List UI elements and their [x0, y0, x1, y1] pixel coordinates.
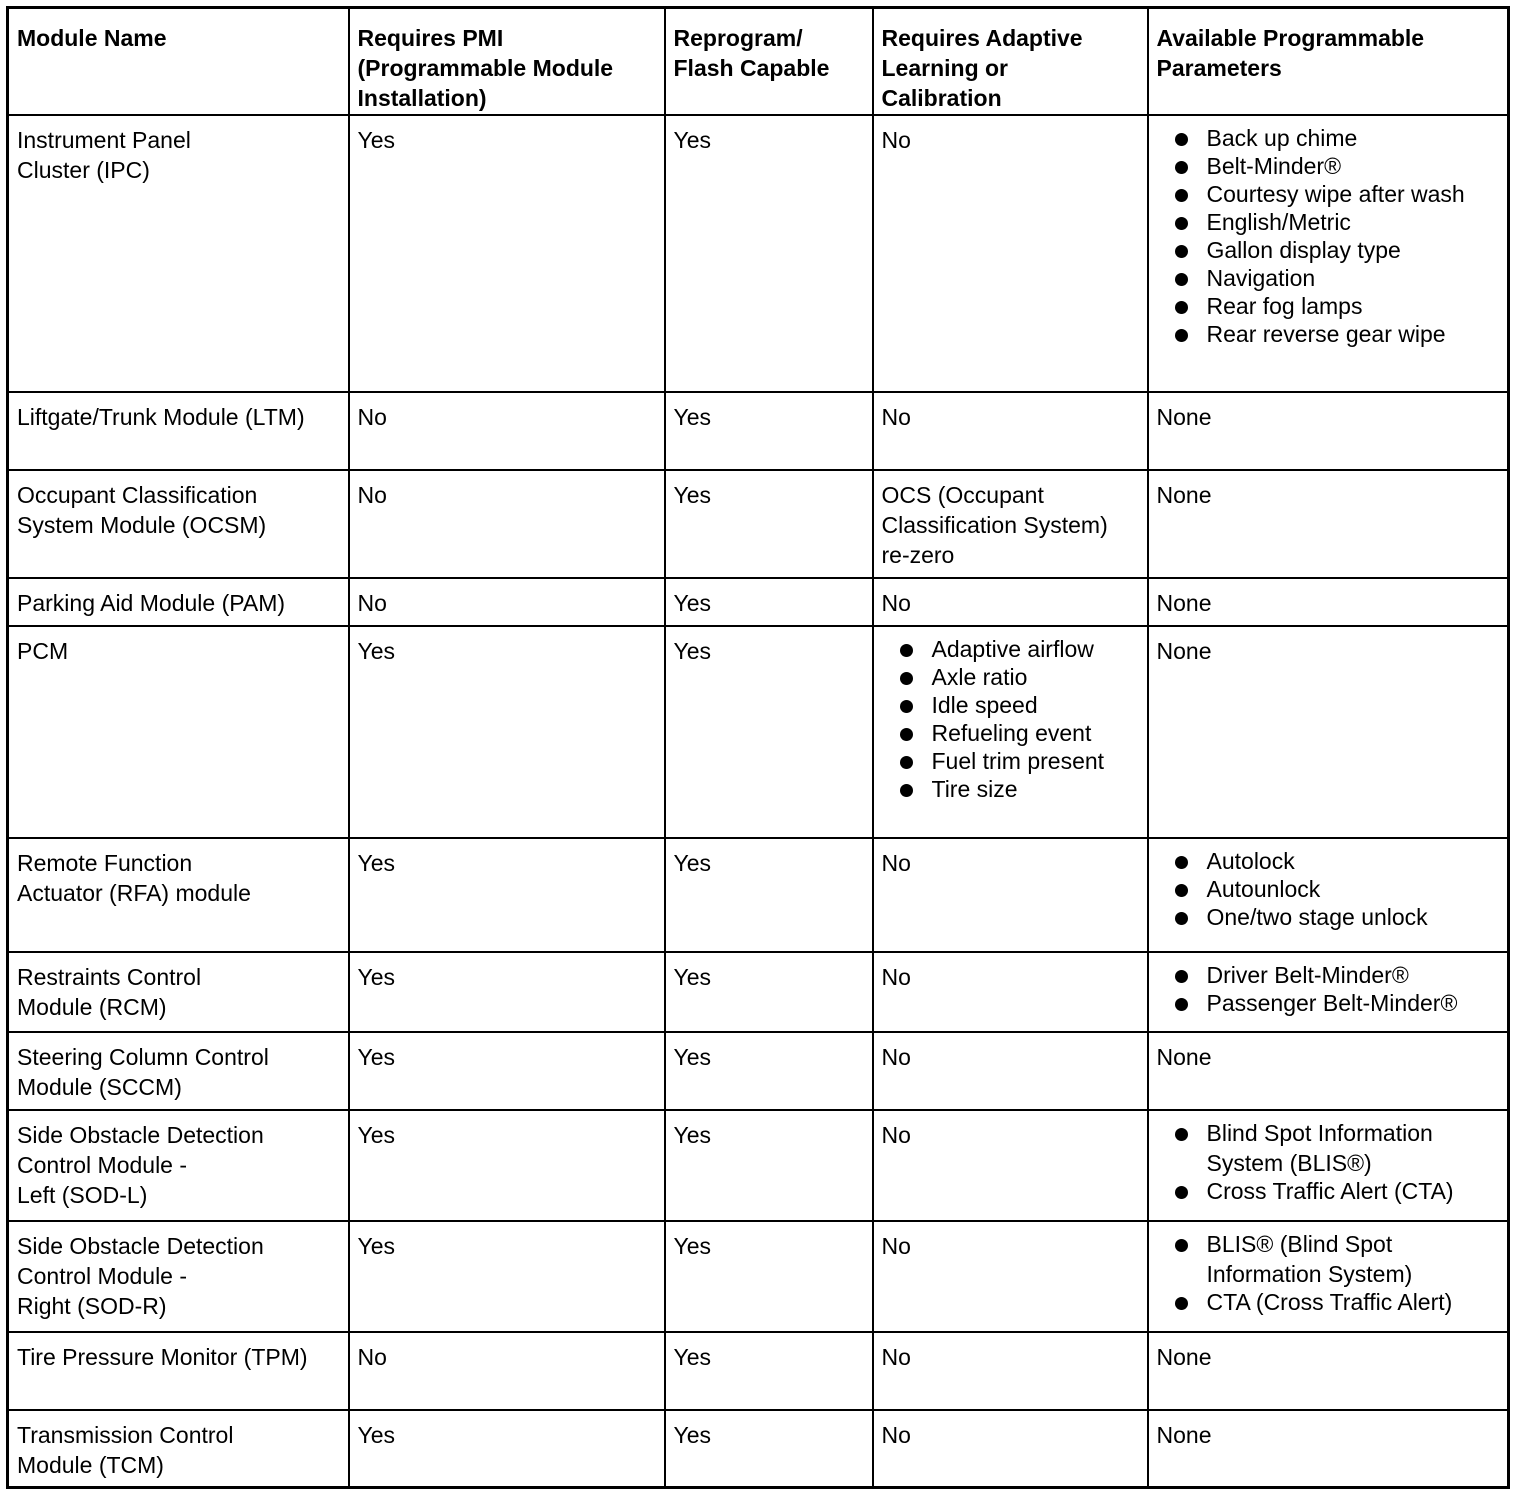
list-item-text: CTA (Cross Traffic Alert)	[1206, 1288, 1453, 1315]
list-item	[1157, 151, 1500, 181]
list-item	[882, 746, 1139, 776]
requires-pmi-cell	[349, 952, 665, 1032]
list-item	[882, 690, 1139, 720]
bullet-icon	[1175, 161, 1188, 174]
list-item-text: Axle ratio	[931, 663, 1028, 690]
parameters-cell	[1148, 115, 1509, 392]
bullet-list	[1157, 1118, 1500, 1206]
cell-text: No	[357, 1343, 387, 1370]
module-name-cell	[8, 838, 349, 952]
cell-text: None	[1156, 481, 1212, 508]
list-item	[1157, 235, 1500, 265]
requires-pmi-cell	[349, 1032, 665, 1110]
adaptive-learning-cell	[873, 626, 1148, 838]
cell-text: Yes	[673, 1421, 712, 1448]
cell-text: No	[881, 963, 911, 990]
flash-capable-cell	[665, 626, 873, 838]
flash-capable-cell	[665, 838, 873, 952]
cell-text: Yes	[673, 963, 712, 990]
parameters-cell	[1148, 392, 1509, 470]
module-name-cell	[8, 1410, 349, 1488]
list-item-text: One/two stage unlock	[1206, 903, 1428, 930]
list-item	[882, 718, 1139, 748]
cell-text: No	[881, 1343, 911, 1370]
bullet-icon	[1175, 1297, 1188, 1310]
header-requires-pmi: Requires PMI (Programmable Module Installation)	[349, 8, 665, 115]
flash-capable-cell	[665, 1110, 873, 1221]
cell-text: None	[1156, 1043, 1212, 1070]
header-row	[8, 8, 1509, 115]
list-item-text: Cross Traffic Alert (CTA)	[1206, 1177, 1454, 1204]
module-name-cell	[8, 392, 349, 470]
table-row	[8, 392, 1509, 470]
header-module-name: Module Name	[8, 8, 349, 115]
cell-text: No	[881, 849, 911, 876]
list-item-text: Navigation	[1206, 264, 1316, 291]
header-adaptive-learning: Requires Adaptive Learning or Calibration	[873, 8, 1148, 115]
adaptive-learning-cell	[873, 838, 1148, 952]
cell-text: No	[881, 126, 911, 153]
flash-capable-cell	[665, 1332, 873, 1410]
cell-text: Yes	[673, 849, 712, 876]
list-item-text: Driver Belt-Minder®	[1206, 961, 1409, 988]
adaptive-learning-cell	[873, 1032, 1148, 1110]
module-name-cell	[8, 470, 349, 578]
module-name-cell	[8, 578, 349, 626]
list-item	[1157, 263, 1500, 293]
parameters-cell	[1148, 1332, 1509, 1410]
list-item-text: Fuel trim present	[931, 747, 1105, 774]
cell-text: None	[1156, 1421, 1212, 1448]
module-name-cell	[8, 952, 349, 1032]
list-item-text: Autolock	[1206, 847, 1295, 874]
bullet-icon	[1175, 884, 1188, 897]
cell-text: None	[1156, 637, 1212, 664]
list-item-text: Rear reverse gear wipe	[1206, 320, 1446, 347]
list-item	[882, 634, 1139, 664]
bullet-icon	[900, 756, 913, 769]
bullet-icon	[1175, 856, 1188, 869]
flash-capable-cell	[665, 470, 873, 578]
cell-text: None	[1156, 403, 1212, 430]
bullet-icon	[900, 672, 913, 685]
cell-text: Yes	[673, 637, 712, 664]
cell-text: Yes	[357, 1043, 396, 1070]
table-row	[8, 1110, 1509, 1221]
table-row	[8, 1221, 1509, 1332]
requires-pmi-cell	[349, 838, 665, 952]
cell-text: No	[357, 403, 387, 430]
cell-text: PCM	[17, 637, 69, 664]
bullet-icon	[1175, 329, 1188, 342]
adaptive-learning-cell	[873, 115, 1148, 392]
header-reprogram-flash: Reprogram/ Flash Capable	[665, 8, 873, 115]
bullet-icon	[900, 784, 913, 797]
table-row	[8, 115, 1509, 392]
bullet-icon	[900, 728, 913, 741]
list-item-text: Autounlock	[1206, 875, 1321, 902]
list-item	[1157, 874, 1500, 904]
adaptive-learning-cell	[873, 578, 1148, 626]
bullet-icon	[900, 700, 913, 713]
list-item	[1157, 846, 1500, 876]
cell-text: Yes	[673, 1232, 712, 1259]
list-item	[882, 774, 1139, 804]
list-item-text: Rear fog lamps	[1206, 292, 1363, 319]
cell-text: No	[357, 589, 387, 616]
cell-text: Instrument Panel Cluster (IPC)	[17, 126, 191, 183]
bullet-icon	[1175, 189, 1188, 202]
cell-text: None	[1156, 1343, 1212, 1370]
bullet-icon	[900, 644, 913, 657]
bullet-list	[1157, 960, 1500, 1018]
list-item-text: Tire size	[931, 775, 1018, 802]
list-item-text: Back up chime	[1206, 124, 1358, 151]
cell-text: No	[881, 1121, 911, 1148]
cell-text: Yes	[673, 589, 712, 616]
table-row	[8, 838, 1509, 952]
parameters-cell	[1148, 1410, 1509, 1488]
list-item-text: Passenger Belt-Minder®	[1206, 989, 1458, 1016]
requires-pmi-cell	[349, 470, 665, 578]
cell-text: Parking Aid Module (PAM)	[17, 589, 286, 616]
list-item	[1157, 207, 1500, 237]
module-name-cell	[8, 115, 349, 392]
table-row	[8, 1332, 1509, 1410]
cell-text: OCS (Occupant Classification System) re-zero	[881, 481, 1108, 568]
cell-text: Yes	[673, 1121, 712, 1148]
parameters-cell	[1148, 838, 1509, 952]
bullet-list	[882, 634, 1139, 804]
list-item-text: Gallon display type	[1206, 236, 1401, 263]
adaptive-learning-cell	[873, 1110, 1148, 1221]
requires-pmi-cell	[349, 1332, 665, 1410]
cell-text: Yes	[673, 403, 712, 430]
list-item	[1157, 988, 1500, 1018]
parameters-cell	[1148, 578, 1509, 626]
cell-text: No	[881, 589, 911, 616]
cell-text: Yes	[357, 1421, 396, 1448]
bullet-icon	[1175, 273, 1188, 286]
requires-pmi-cell	[349, 578, 665, 626]
cell-text: Steering Column Control Module (SCCM)	[17, 1043, 269, 1100]
list-item	[1157, 1229, 1500, 1289]
cell-text: Liftgate/Trunk Module (LTM)	[17, 403, 305, 430]
bullet-icon	[1175, 1128, 1188, 1141]
flash-capable-cell	[665, 115, 873, 392]
cell-text: No	[881, 403, 911, 430]
table-row	[8, 626, 1509, 838]
cell-text: Yes	[673, 1343, 712, 1370]
module-name-cell	[8, 1110, 349, 1221]
adaptive-learning-cell	[873, 392, 1148, 470]
list-item	[1157, 1118, 1500, 1178]
table-row	[8, 1032, 1509, 1110]
parameters-cell	[1148, 1221, 1509, 1332]
table-row	[8, 470, 1509, 578]
list-item	[1157, 291, 1500, 321]
list-item-text: English/Metric	[1206, 208, 1351, 235]
bullet-icon	[1175, 245, 1188, 258]
cell-text: Yes	[357, 1121, 396, 1148]
adaptive-learning-cell	[873, 952, 1148, 1032]
list-item	[1157, 1176, 1500, 1206]
cell-text: Yes	[357, 849, 396, 876]
bullet-icon	[1175, 912, 1188, 925]
list-item-text: Adaptive airflow	[931, 635, 1094, 662]
list-item	[1157, 123, 1500, 153]
cell-text: None	[1156, 589, 1212, 616]
parameters-cell	[1148, 1032, 1509, 1110]
requires-pmi-cell	[349, 1410, 665, 1488]
requires-pmi-cell	[349, 1221, 665, 1332]
requires-pmi-cell	[349, 115, 665, 392]
list-item-text: Courtesy wipe after wash	[1206, 180, 1465, 207]
cell-text: No	[881, 1421, 911, 1448]
cell-text: Remote Function Actuator (RFA) module	[17, 849, 251, 906]
list-item	[1157, 902, 1500, 932]
bullet-icon	[1175, 1239, 1188, 1252]
adaptive-learning-cell	[873, 1221, 1148, 1332]
cell-text: Yes	[673, 1043, 712, 1070]
bullet-icon	[1175, 1186, 1188, 1199]
flash-capable-cell	[665, 1410, 873, 1488]
list-item	[882, 662, 1139, 692]
cell-text: No	[881, 1043, 911, 1070]
cell-text: Yes	[673, 126, 712, 153]
module-programming-table	[6, 6, 1510, 1489]
list-item-text: Refueling event	[931, 719, 1092, 746]
module-name-cell	[8, 1032, 349, 1110]
bullet-icon	[1175, 998, 1188, 1011]
requires-pmi-cell	[349, 626, 665, 838]
table-row	[8, 578, 1509, 626]
list-item-text: Idle speed	[931, 691, 1038, 718]
list-item	[1157, 1287, 1500, 1317]
module-name-cell	[8, 1332, 349, 1410]
list-item	[1157, 319, 1500, 349]
table-row	[8, 952, 1509, 1032]
flash-capable-cell	[665, 1032, 873, 1110]
list-item	[1157, 179, 1500, 209]
parameters-cell	[1148, 1110, 1509, 1221]
adaptive-learning-cell	[873, 1410, 1148, 1488]
header-programmable-parameters: Available Programmable Parameters	[1148, 8, 1509, 115]
cell-text: Tire Pressure Monitor (TPM)	[17, 1343, 308, 1370]
list-item-text: BLIS® (Blind Spot Information System)	[1206, 1230, 1413, 1287]
cell-text: Yes	[357, 637, 396, 664]
adaptive-learning-cell	[873, 470, 1148, 578]
bullet-list	[1157, 1229, 1500, 1317]
list-item-text: Blind Spot Information System (BLIS®)	[1206, 1119, 1433, 1176]
cell-text: Yes	[357, 126, 396, 153]
parameters-cell	[1148, 470, 1509, 578]
bullet-icon	[1175, 970, 1188, 983]
cell-text: No	[881, 1232, 911, 1259]
list-item	[1157, 960, 1500, 990]
cell-text: Yes	[357, 963, 396, 990]
cell-text: Side Obstacle Detection Control Module - Right (SOD-R)	[17, 1232, 264, 1319]
cell-text: Yes	[673, 481, 712, 508]
table-row	[8, 1410, 1509, 1488]
bullet-icon	[1175, 133, 1188, 146]
requires-pmi-cell	[349, 1110, 665, 1221]
flash-capable-cell	[665, 952, 873, 1032]
module-name-cell	[8, 626, 349, 838]
list-item-text: Belt-Minder®	[1206, 152, 1342, 179]
bullet-list	[1157, 123, 1500, 349]
bullet-list	[1157, 846, 1500, 932]
cell-text: Transmission Control Module (TCM)	[17, 1421, 234, 1478]
parameters-cell	[1148, 952, 1509, 1032]
cell-text: No	[357, 481, 387, 508]
bullet-icon	[1175, 301, 1188, 314]
cell-text: Occupant Classification System Module (OCSM)	[17, 481, 267, 538]
requires-pmi-cell	[349, 392, 665, 470]
cell-text: Yes	[357, 1232, 396, 1259]
module-name-cell	[8, 1221, 349, 1332]
flash-capable-cell	[665, 1221, 873, 1332]
bullet-icon	[1175, 217, 1188, 230]
flash-capable-cell	[665, 578, 873, 626]
cell-text: Side Obstacle Detection Control Module - Left (SOD-L)	[17, 1121, 264, 1208]
parameters-cell	[1148, 626, 1509, 838]
flash-capable-cell	[665, 392, 873, 470]
cell-text: Restraints Control Module (RCM)	[17, 963, 202, 1020]
adaptive-learning-cell	[873, 1332, 1148, 1410]
